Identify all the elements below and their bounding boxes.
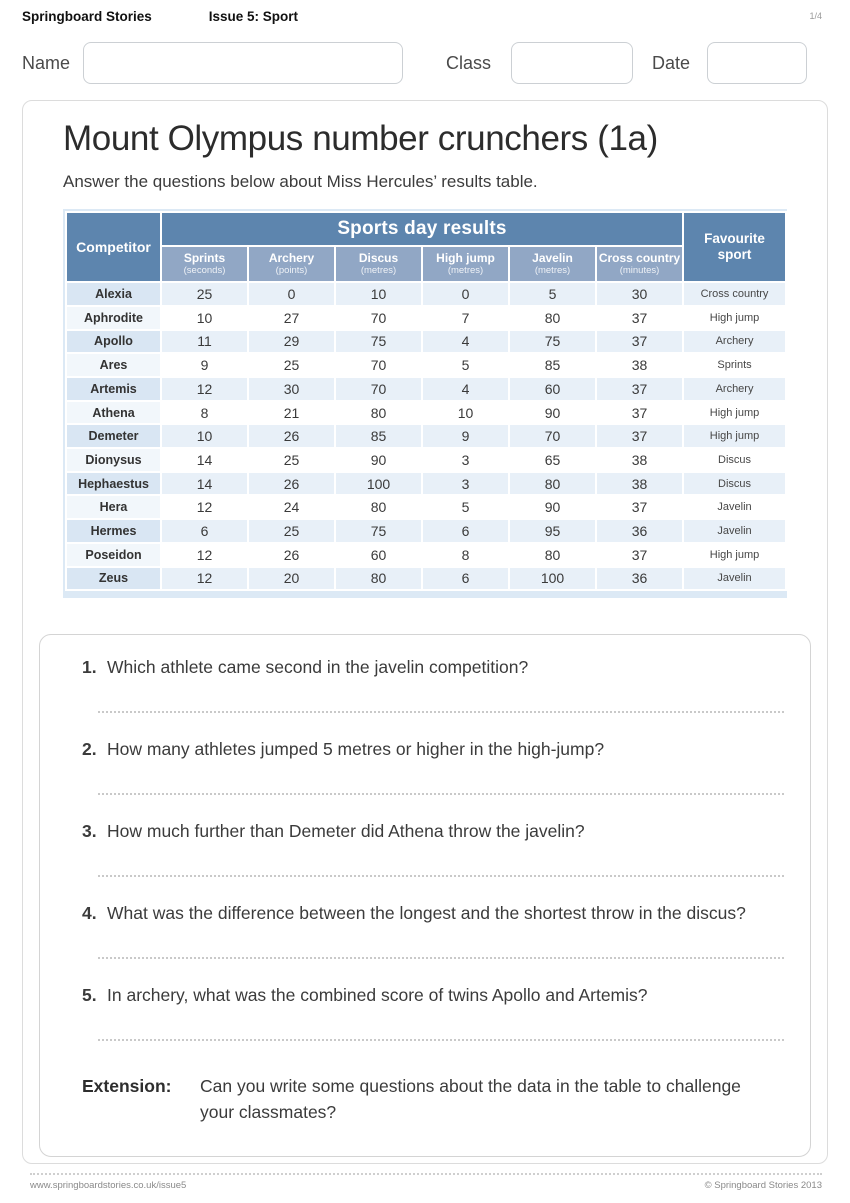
competitor-name-cell: Hephaestus <box>66 472 161 496</box>
page-footer <box>30 1180 822 1191</box>
question-number: 1. <box>82 657 97 678</box>
result-cell: 90 <box>509 495 596 519</box>
issue-title: Issue 5: Sport <box>208 9 299 24</box>
competitor-name-cell: Aphrodite <box>66 306 161 330</box>
result-cell: 85 <box>335 424 422 448</box>
result-cell: 24 <box>248 495 335 519</box>
table-row <box>66 330 786 354</box>
result-cell: 10 <box>335 282 422 306</box>
favourite-sport-cell: High jump <box>683 306 786 330</box>
competitor-name-cell: Demeter <box>66 424 161 448</box>
event-column-header <box>161 246 248 282</box>
question-text: How much further than Demeter did Athena throw the javelin? <box>107 820 585 841</box>
question-row <box>82 655 788 681</box>
footer-divider <box>30 1173 822 1175</box>
result-cell: 9 <box>422 424 509 448</box>
result-cell: 38 <box>596 448 683 472</box>
instruction-text: Answer the questions below about Miss Hercules’ results table. <box>63 172 538 192</box>
result-cell: 10 <box>161 424 248 448</box>
result-cell: 80 <box>335 567 422 591</box>
answer-line[interactable] <box>98 1039 784 1041</box>
footer-copyright: © Springboard Stories 2013 <box>704 1180 822 1191</box>
result-cell: 37 <box>596 543 683 567</box>
result-cell: 4 <box>422 377 509 401</box>
event-name-label: Archery <box>268 250 315 265</box>
result-cell: 4 <box>422 330 509 354</box>
table-row <box>66 495 786 519</box>
table-row <box>66 448 786 472</box>
result-cell: 26 <box>248 543 335 567</box>
name-label: Name <box>22 52 71 73</box>
competitor-name-cell: Alexia <box>66 282 161 306</box>
result-cell: 75 <box>335 330 422 354</box>
extension-row <box>82 1073 788 1126</box>
page-header <box>22 9 822 24</box>
result-cell: 6 <box>422 519 509 543</box>
result-cell: 12 <box>161 377 248 401</box>
question-block <box>82 819 788 877</box>
event-unit-label: (metres) <box>360 265 397 277</box>
result-cell: 37 <box>596 495 683 519</box>
result-cell: 14 <box>161 448 248 472</box>
favourite-sport-cell: Javelin <box>683 567 786 591</box>
answer-line[interactable] <box>98 957 784 959</box>
question-block <box>82 655 788 713</box>
result-cell: 75 <box>335 519 422 543</box>
question-text: How many athletes jumped 5 metres or higher in the high-jump? <box>107 739 605 760</box>
result-cell: 37 <box>596 330 683 354</box>
result-cell: 80 <box>509 543 596 567</box>
result-cell: 80 <box>335 401 422 425</box>
event-name-label: Javelin <box>532 250 573 265</box>
question-row <box>82 737 788 763</box>
favourite-sport-cell: Sprints <box>683 353 786 377</box>
question-number: 4. <box>82 902 97 923</box>
result-cell: 80 <box>509 306 596 330</box>
competitor-name-cell: Artemis <box>66 377 161 401</box>
result-cell: 90 <box>335 448 422 472</box>
table-row <box>66 353 786 377</box>
extension-label: Extension: <box>82 1075 172 1096</box>
result-cell: 75 <box>509 330 596 354</box>
table-row <box>66 519 786 543</box>
event-unit-label: (metres) <box>447 265 484 277</box>
event-name-label: Cross country <box>598 250 681 265</box>
answer-line[interactable] <box>98 875 784 877</box>
result-cell: 25 <box>248 448 335 472</box>
favourite-sport-cell: High jump <box>683 401 786 425</box>
class-label: Class <box>445 52 491 73</box>
sports-day-results-header: Sports day results <box>161 212 683 246</box>
worksheet-card <box>22 100 828 1164</box>
result-cell: 36 <box>596 519 683 543</box>
favourite-sport-cell: Javelin <box>683 519 786 543</box>
result-cell: 12 <box>161 495 248 519</box>
result-cell: 25 <box>248 353 335 377</box>
results-table-frame <box>63 209 787 598</box>
result-cell: 65 <box>509 448 596 472</box>
question-block <box>82 737 788 795</box>
competitor-name-cell: Athena <box>66 401 161 425</box>
result-cell: 5 <box>509 282 596 306</box>
result-cell: 80 <box>335 495 422 519</box>
name-field[interactable] <box>83 42 403 84</box>
result-cell: 95 <box>509 519 596 543</box>
result-cell: 70 <box>335 353 422 377</box>
event-column-header <box>422 246 509 282</box>
favourite-sport-cell: High jump <box>683 543 786 567</box>
question-row <box>82 983 788 1009</box>
result-cell: 30 <box>596 282 683 306</box>
competitor-name-cell: Zeus <box>66 567 161 591</box>
favourite-sport-cell: Cross country <box>683 282 786 306</box>
results-table <box>65 211 787 591</box>
result-cell: 60 <box>335 543 422 567</box>
result-cell: 6 <box>422 567 509 591</box>
result-cell: 14 <box>161 472 248 496</box>
table-row <box>66 543 786 567</box>
result-cell: 25 <box>161 282 248 306</box>
competitor-name-cell: Hermes <box>66 519 161 543</box>
event-column-header <box>335 246 422 282</box>
table-row <box>66 567 786 591</box>
table-row <box>66 424 786 448</box>
table-row <box>66 306 786 330</box>
event-name-label: Sprints <box>183 250 226 265</box>
event-unit-label: (points) <box>275 265 308 277</box>
competitor-name-cell: Ares <box>66 353 161 377</box>
question-number: 2. <box>82 739 97 760</box>
result-cell: 8 <box>422 543 509 567</box>
table-row <box>66 472 786 496</box>
question-block <box>82 983 788 1041</box>
favourite-sport-cell: Archery <box>683 377 786 401</box>
result-cell: 37 <box>596 306 683 330</box>
result-cell: 70 <box>335 377 422 401</box>
date-label: Date <box>651 52 690 73</box>
table-row <box>66 282 786 306</box>
favourite-sport-cell: Archery <box>683 330 786 354</box>
question-text: Which athlete came second in the javelin competition? <box>107 657 529 678</box>
competitor-name-cell: Poseidon <box>66 543 161 567</box>
result-cell: 0 <box>422 282 509 306</box>
result-cell: 100 <box>335 472 422 496</box>
extension-text: Can you write some questions about the data in the table to challenge your classmates? <box>200 1075 741 1122</box>
event-unit-label: (metres) <box>534 265 571 277</box>
footer-url: www.springboardstories.co.uk/issue5 <box>30 1180 187 1191</box>
result-cell: 10 <box>422 401 509 425</box>
result-cell: 3 <box>422 448 509 472</box>
result-cell: 7 <box>422 306 509 330</box>
favourite-sport-cell: Javelin <box>683 495 786 519</box>
result-cell: 90 <box>509 401 596 425</box>
question-number: 5. <box>82 984 97 1005</box>
student-id-row <box>22 42 807 84</box>
table-row <box>66 377 786 401</box>
result-cell: 3 <box>422 472 509 496</box>
result-cell: 37 <box>596 424 683 448</box>
answer-line[interactable] <box>98 793 784 795</box>
answer-line[interactable] <box>98 711 784 713</box>
result-cell: 26 <box>248 424 335 448</box>
question-block <box>82 901 788 959</box>
competitor-name-cell: Hera <box>66 495 161 519</box>
questions-box <box>39 634 811 1157</box>
result-cell: 60 <box>509 377 596 401</box>
date-field[interactable] <box>707 42 807 84</box>
event-name-label: High jump <box>436 250 495 265</box>
favourite-sport-header: Favourite sport <box>683 212 786 282</box>
favourite-sport-cell: High jump <box>683 424 786 448</box>
result-cell: 80 <box>509 472 596 496</box>
event-unit-label: (minutes) <box>619 265 660 277</box>
class-field[interactable] <box>511 42 633 84</box>
competitor-name-cell: Dionysus <box>66 448 161 472</box>
result-cell: 11 <box>161 330 248 354</box>
result-cell: 36 <box>596 567 683 591</box>
favourite-sport-cell: Discus <box>683 472 786 496</box>
result-cell: 21 <box>248 401 335 425</box>
result-cell: 12 <box>161 567 248 591</box>
result-cell: 5 <box>422 495 509 519</box>
question-row <box>82 901 788 927</box>
result-cell: 70 <box>509 424 596 448</box>
table-row <box>66 401 786 425</box>
result-cell: 25 <box>248 519 335 543</box>
result-cell: 6 <box>161 519 248 543</box>
event-name-label: Discus <box>358 250 399 265</box>
result-cell: 100 <box>509 567 596 591</box>
result-cell: 27 <box>248 306 335 330</box>
result-cell: 37 <box>596 401 683 425</box>
page-title: Mount Olympus number crunchers (1a) <box>63 119 658 158</box>
result-cell: 30 <box>248 377 335 401</box>
competitor-header: Competitor <box>66 212 161 282</box>
result-cell: 38 <box>596 472 683 496</box>
result-cell: 26 <box>248 472 335 496</box>
page-number: 1/4 <box>809 11 822 21</box>
result-cell: 9 <box>161 353 248 377</box>
competitor-name-cell: Apollo <box>66 330 161 354</box>
event-column-header <box>596 246 683 282</box>
result-cell: 12 <box>161 543 248 567</box>
result-cell: 37 <box>596 377 683 401</box>
result-cell: 0 <box>248 282 335 306</box>
result-cell: 10 <box>161 306 248 330</box>
question-text: In archery, what was the combined score of twins Apollo and Artemis? <box>107 984 648 1005</box>
result-cell: 38 <box>596 353 683 377</box>
question-row <box>82 819 788 845</box>
event-unit-label: (seconds) <box>183 265 226 277</box>
question-number: 3. <box>82 820 97 841</box>
result-cell: 5 <box>422 353 509 377</box>
result-cell: 70 <box>335 306 422 330</box>
event-column-header <box>248 246 335 282</box>
result-cell: 20 <box>248 567 335 591</box>
result-cell: 8 <box>161 401 248 425</box>
result-cell: 29 <box>248 330 335 354</box>
event-column-header <box>509 246 596 282</box>
result-cell: 85 <box>509 353 596 377</box>
question-text: What was the difference between the longest and the shortest throw in the discus? <box>107 902 746 923</box>
favourite-sport-cell: Discus <box>683 448 786 472</box>
brand-title: Springboard Stories <box>22 9 152 24</box>
